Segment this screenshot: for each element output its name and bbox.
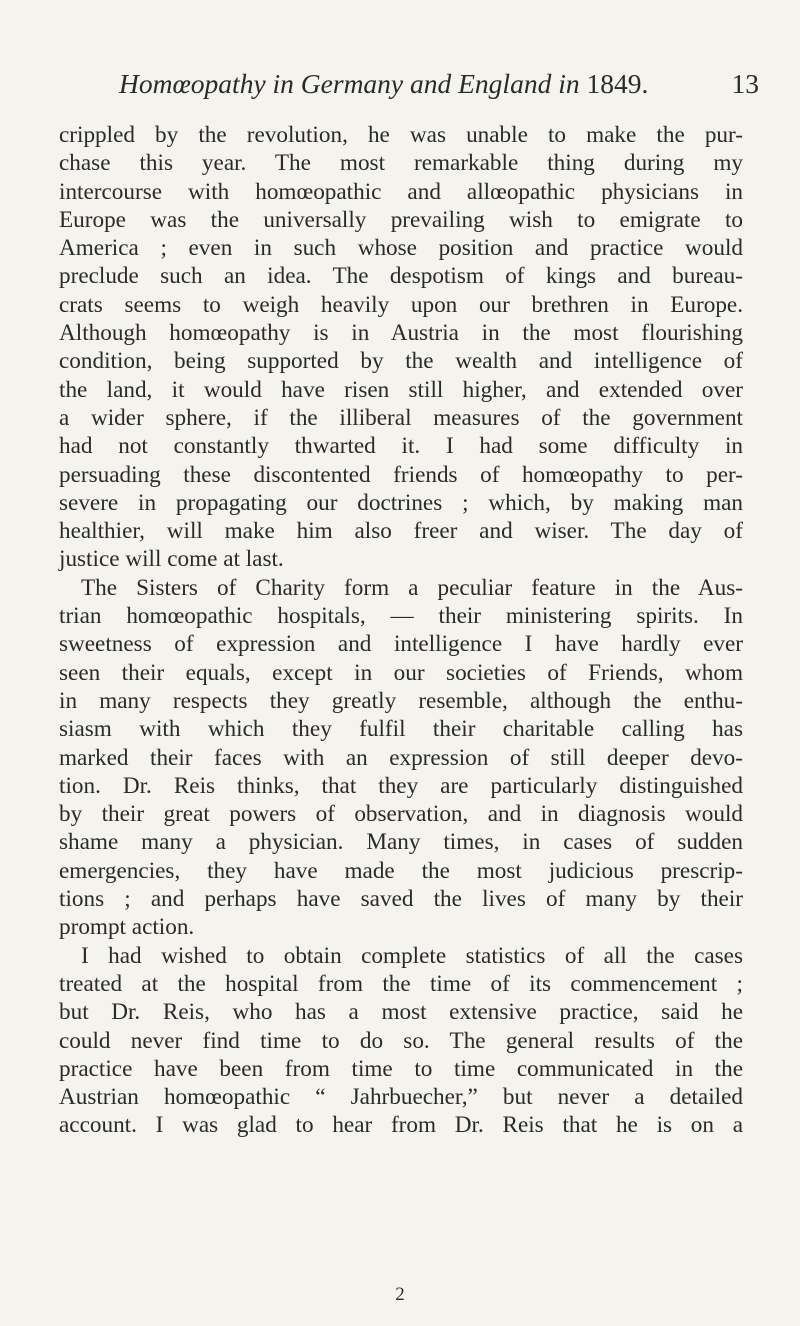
signature-mark: 2 bbox=[395, 1284, 405, 1305]
text-line: in many respects they greatly resemble, although the enthu- bbox=[59, 687, 743, 714]
text-line-paragraph-start: The Sisters of Charity form a peculiar feature in the Aus- bbox=[81, 574, 743, 601]
text-line: could never find time to do so. The general results of the bbox=[59, 1027, 743, 1054]
text-line: crippled by the revolution, he was unable to make the pur- bbox=[59, 122, 743, 148]
text-line: America ; even in such whose position and practice would bbox=[59, 235, 743, 262]
text-line: practice have been from time to time communicated in the bbox=[59, 1055, 743, 1082]
running-head bbox=[119, 64, 759, 104]
running-title-text: Homœopathy in Germany and England in bbox=[119, 68, 580, 99]
text-line: healthier, will make him also freer and wiser. The day of bbox=[59, 518, 743, 545]
text-line: but Dr. Reis, who has a most extensive practice, said he bbox=[59, 999, 743, 1026]
text-line: tion. Dr. Reis thinks, that they are particularly distinguished bbox=[59, 772, 743, 799]
text-line: had not constantly thwarted it. I had some difficulty in bbox=[59, 433, 743, 460]
text-line: emergencies, they have made the most judicious prescrip- bbox=[59, 857, 743, 884]
text-line: persuading these discontented friends of homœopathy to per- bbox=[59, 461, 743, 488]
text-line: Europe was the universally prevailing wish to emigrate to bbox=[59, 206, 743, 233]
text-line: seen their equals, except in our societies of Friends, whom bbox=[59, 659, 743, 686]
text-line: shame many a physician. Many times, in cases of sudden bbox=[59, 829, 743, 856]
text-line-paragraph-end: prompt action. bbox=[59, 914, 195, 941]
running-title-year: 1849. bbox=[586, 68, 649, 99]
text-line: by their great powers of observation, and in diagnosis would bbox=[59, 801, 743, 828]
text-line: Austrian homœopathic “ Jahrbuecher,” but never a detailed bbox=[59, 1084, 743, 1111]
text-line: condition, being supported by the wealth and intelligence of bbox=[59, 348, 743, 375]
text-line: Although homœopathy is in Austria in the most flourishing bbox=[59, 320, 743, 347]
text-line-paragraph-end: justice will come at last. bbox=[59, 546, 284, 573]
text-line: tions ; and perhaps have saved the lives of many by their bbox=[59, 886, 743, 913]
text-line: account. I was glad to hear from Dr. Reis that he is on a bbox=[59, 1112, 743, 1139]
text-line: preclude such an idea. The despotism of kings and bureau- bbox=[59, 263, 743, 290]
text-line: intercourse with homœopathic and allœopathic physicians in bbox=[59, 178, 743, 205]
text-line: crats seems to weigh heavily upon our brethren in Europe. bbox=[59, 291, 743, 318]
text-line: trian homœopathic hospitals, — their ministering spirits. In bbox=[59, 603, 743, 630]
text-line: the land, it would have risen still higher, and extended over bbox=[59, 376, 743, 403]
text-line: chase this year. The most remarkable thing during my bbox=[59, 150, 743, 177]
text-line: siasm with which they fulfil their charitable calling has bbox=[59, 716, 743, 743]
text-line-paragraph-start: I had wished to obtain complete statistics of all the cases bbox=[81, 942, 743, 969]
text-line: sweetness of expression and intelligence I have hardly ever bbox=[59, 631, 743, 658]
text-line: marked their faces with an expression of still deeper devo- bbox=[59, 744, 743, 771]
body-text bbox=[59, 121, 743, 1140]
text-line: treated at the hospital from the time of its commencement ; bbox=[59, 970, 743, 997]
text-line: severe in propagating our doctrines ; which, by making man bbox=[59, 489, 743, 516]
text-line: a wider sphere, if the illiberal measures of the government bbox=[59, 404, 743, 431]
page-number: 13 bbox=[731, 68, 759, 99]
running-title bbox=[119, 64, 648, 104]
